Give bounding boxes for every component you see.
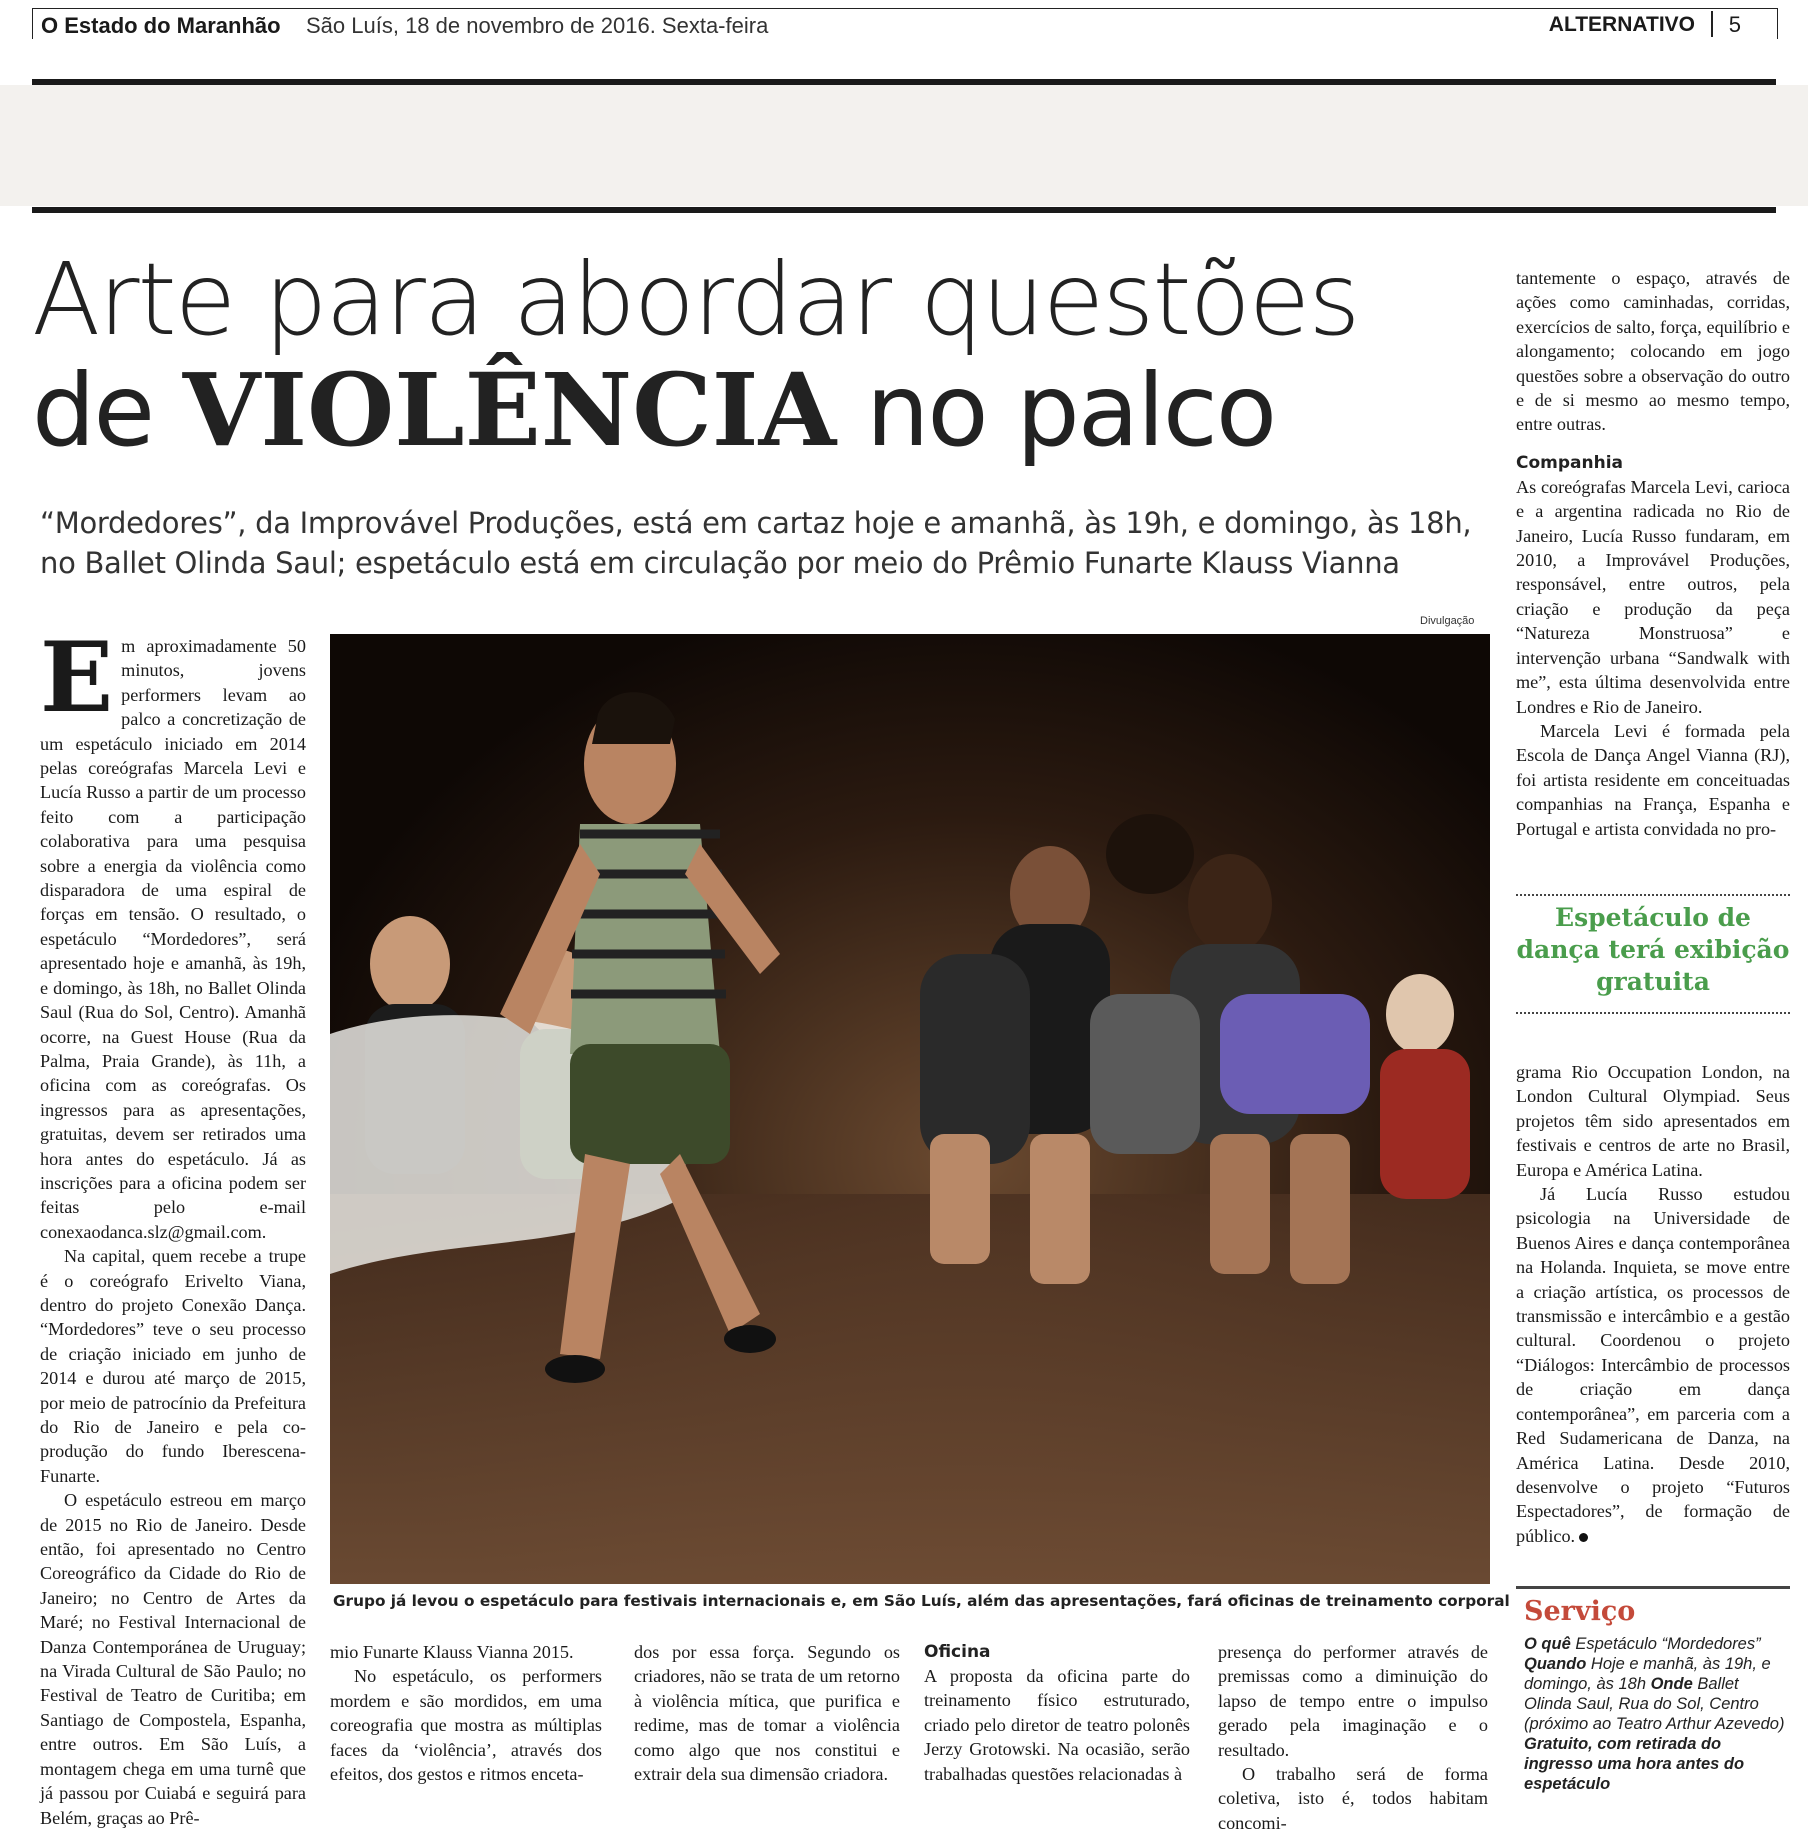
right-column-bottom: [1516, 1060, 1790, 1548]
pullquote-rule-bottom: [1516, 1012, 1790, 1014]
service-what-label: O quê: [1524, 1635, 1571, 1653]
drop-cap: E: [40, 621, 114, 734]
page-header: [32, 8, 1778, 39]
body-column-4: [924, 1640, 1190, 1786]
service-title: Serviço: [1524, 1596, 1636, 1627]
paragraph: mio Funarte Klauss Vianna 2015.: [330, 1642, 574, 1662]
right-column-top: [1516, 266, 1790, 841]
publication-name: O Estado do Maranhão: [41, 13, 281, 38]
page-number: 5: [1728, 12, 1741, 37]
headline-de: de: [32, 352, 183, 469]
ad-space: [0, 85, 1808, 206]
stage-photo: [330, 634, 1490, 1584]
header-divider: [1711, 11, 1713, 37]
service-when: Hoje e manhã, às 19h, e domingo, às 18h: [1524, 1655, 1771, 1693]
service-free-label: Gratuito: [1524, 1735, 1589, 1753]
paragraph: Marcela Levi é formada pela Escola de Dança Angel Vianna (RJ), foi artista residente em conceituadas companhias na França, Espanha e Portugal e artista convidada no pro-: [1516, 720, 1790, 839]
paragraph: [1516, 1182, 1790, 1548]
service-when-label: Quando: [1524, 1655, 1587, 1673]
service-where-label: Onde: [1650, 1675, 1693, 1693]
service-info: [1524, 1634, 1790, 1794]
section-name: ALTERNATIVO: [1548, 13, 1695, 36]
service-what: Espetáculo “Mordedores”: [1570, 1635, 1761, 1653]
paragraph-text: Já Lucía Russo estudou psicologia na Universidade de Buenos Aires e dança contemporânea na Holanda. Inquieta, se move entre a criação artística, os processos de transmissão e intercâmbio e a gestão cultural. Coordenou o projeto “Diálogos: Intercâmbio de processos de criação em dança contemporânea”, em parceria com a Red Sudamericana de Danza, na América Latina. Desde 2010, desenvolve o projeto “Futuros Espectadores”, de formação de público.: [1516, 1184, 1790, 1546]
headline-violencia: VIOLÊNCIA: [182, 351, 837, 469]
photo-caption: Grupo já levou o espetáculo para festivais internacionais e, em São Luís, além das apresentações, fará oficinas de treinamento corporal: [333, 1592, 1510, 1610]
subhead-companhia: Companhia: [1516, 452, 1624, 473]
service-rule: [1516, 1586, 1790, 1589]
section-rule: [32, 207, 1776, 213]
paragraph: m aproximadamente 50 minutos, jovens performers levam ao palco a concretização de um espetáculo iniciado em 2014 pelas coreógrafas Marcela Levi e Lucía Russo a partir de um processo feito com a participação colaborativa para uma pesquisa sobre a energia da violência como disparadora de uma espiral de forças em tensão. O resultado, o espetáculo “Mordedores”, será apresentado hoje e amanhã, às 19h, e domingo, às 18h, no Ballet Olinda Saul (Rua do Sol, Centro). Amanhã ocorre, na Guest House (Rua da Palma, Praia Grande), às 11h, a oficina com as coreógrafas. Os ingressos para as apresentações, gratuitas, devem ser retirados uma hora antes do espetáculo. Já as inscrições para a oficina podem ser feitas pelo e-mail conexaodanca.slz@gmail.com.: [40, 636, 306, 1242]
pullquote: Espetáculo de dança terá exibição gratuita: [1516, 903, 1790, 996]
dateline: São Luís, 18 de novembro de 2016. Sexta-feira: [306, 13, 769, 38]
service-free: , com retirada do ingresso uma hora antes do espetáculo: [1524, 1735, 1745, 1793]
paragraph: tantemente o espaço, através de ações como caminhadas, corridas, exercícios de salto, força, equilíbrio e alongamento; colocando em jogo questões sobre a observação do outro e de si mesmo ao mesmo tempo, entre outras.: [1516, 268, 1790, 435]
paragraph: Na capital, quem recebe a trupe é o coreógrafo Erivelto Viana, dentro do projeto Conexão Dança. “Mordedores” teve o seu processo de criação iniciado em junho de 2014 e durou até março de 2015, por meio de patrocínio da Prefeitura do Rio de Janeiro e pela co-produção do fundo Iberescena-Funarte.: [40, 1246, 306, 1486]
body-column-1: [40, 621, 306, 1830]
paragraph: grama Rio Occupation London, na London Cultural Olympiad. Seus projetos têm sido apresentados em festivais e centros de arte no Brasil, Europa e América Latina.: [1516, 1062, 1790, 1180]
subhead-oficina: Oficina: [924, 1642, 991, 1662]
paragraph: presença do performer através de premissas como a diminuição do lapso de tempo entre o impulso gerado pela imaginação e o resultado.: [1218, 1642, 1488, 1760]
body-column-3: [634, 1640, 900, 1786]
headline-line1: Arte para abordar questões: [32, 241, 1359, 358]
paragraph: No espetáculo, os performers mordem e são mordidos, em uma coreografia que mostra as múltiplas faces da ‘violência’, através dos efeitos, dos gestos e ritmos enceta-: [330, 1666, 602, 1785]
paragraph: O espetáculo estreou em março de 2015 no Rio de Janeiro. Desde então, foi apresentado no Centro Coreográfico da Cidade do Rio de Janeiro; no Centro de Artes da Maré; no Festival Internacional de Danza Contemporánea de Uruguay; na Virada Cultural de São Paulo; no Festival de Teatro de Curitiba; em Santiago de Compostela, Espanha, entre outros. Em São Luís, a montagem chega em uma turnê que já passou por Cuiabá e seguirá para Belém, graças ao Prê-: [40, 1490, 306, 1828]
pullquote-rule-top: [1516, 894, 1790, 896]
body-column-5: [1218, 1640, 1488, 1835]
deck-subtitle: “Mordedores”, da Improvável Produções, está em cartaz hoje e amanhã, às 19h, e domingo, às 18h, no Ballet Olinda Saul; espetáculo está em circulação por meio do Prêmio Funarte Klauss Vianna: [40, 506, 1472, 580]
paragraph: O trabalho será de forma coletiva, isto é, todos habitam concomi-: [1218, 1764, 1488, 1833]
headline-line2: [32, 351, 1276, 469]
paragraph: As coreógrafas Marcela Levi, carioca e a argentina radicada no Rio de Janeiro, Lucía Russo fundaram, em 2010, a Improvável Produções, responsável, entre outros, pela criação e produção da peça “Natureza Monstruosa” e intervenção urbana “Sandwalk with me”, esta última desenvolvida entre Londres e Rio de Janeiro.: [1516, 476, 1790, 717]
end-mark-icon: [1579, 1533, 1588, 1542]
service-where: Ballet Olinda Saul, Rua do Sol, Centro (próximo ao Teatro Arthur Azevedo): [1524, 1675, 1785, 1733]
headline-no-palco: no palco: [836, 352, 1276, 469]
photo-credit: Divulgação: [1420, 615, 1475, 627]
paragraph: dos por essa força. Segundo os criadores, não se trata de um retorno à violência mítica, que purifica e redime, mas de tomar a violência como algo que nos constitui e extrair dela sua dimensão criadora.: [634, 1642, 900, 1785]
body-column-2: [330, 1640, 602, 1786]
paragraph: A proposta da oficina parte do treinamento físico estruturado, criado pelo diretor de teatro polonês Jerzy Grotowski. Na ocasião, serão trabalhadas questões relacionadas à: [924, 1666, 1190, 1784]
photo-illustration: [330, 634, 1490, 1584]
